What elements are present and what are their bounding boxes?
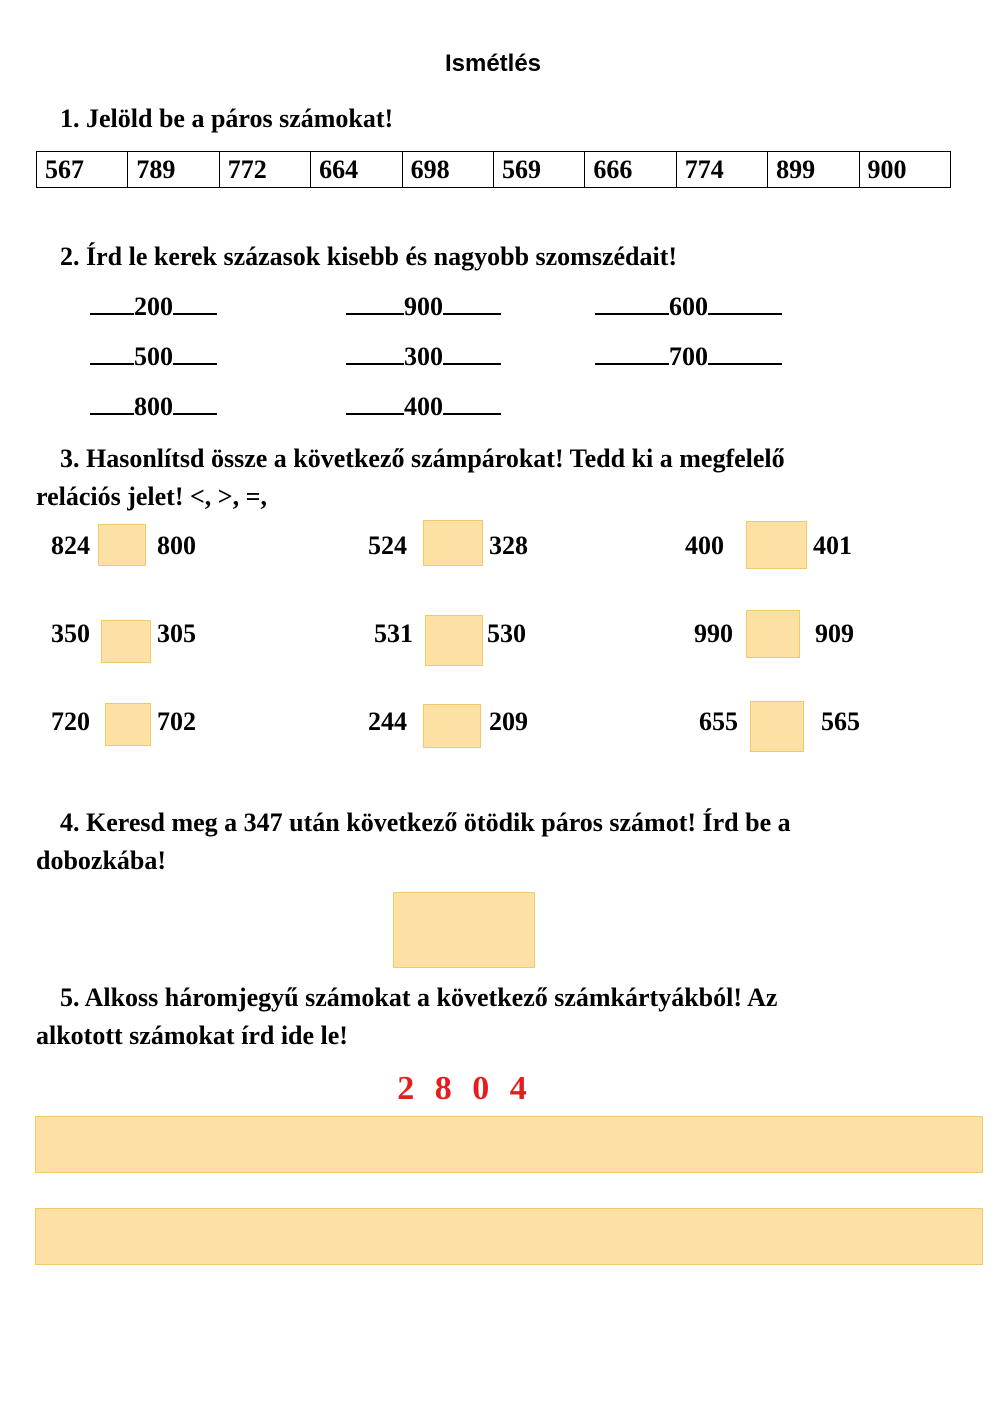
number-cell[interactable]: 567 (37, 152, 128, 188)
round-hundred: 500 (134, 342, 173, 371)
neighbor-item (346, 290, 501, 324)
task5-heading-line2: alkotott számokat írd ide le! (36, 1021, 348, 1050)
compare-left: 400 (685, 531, 724, 560)
compare-right: 305 (157, 619, 196, 648)
task5-heading-line1: 5. Alkoss háromjegyű számokat a következő számkártyákból! Az (60, 983, 778, 1012)
number-cell[interactable]: 789 (128, 152, 219, 188)
answer-blank[interactable] (346, 293, 404, 315)
compare-left: 524 (368, 531, 407, 560)
neighbor-item (90, 340, 217, 374)
number-cell[interactable]: 664 (311, 152, 402, 188)
number-cell[interactable]: 774 (676, 152, 767, 188)
relation-box[interactable] (746, 610, 800, 658)
round-hundred: 300 (404, 342, 443, 371)
task3-heading (36, 440, 936, 478)
round-hundred: 900 (404, 292, 443, 321)
number-cell[interactable]: 569 (493, 152, 584, 188)
relation-box[interactable] (423, 704, 481, 748)
even-number-answer-box[interactable] (393, 892, 535, 968)
number-cell[interactable]: 698 (402, 152, 493, 188)
number-cards: 2 8 0 4 (397, 1070, 533, 1107)
number-cell[interactable]: 900 (859, 152, 950, 188)
compare-left: 350 (51, 619, 90, 648)
task2-heading-text: 2. Írd le kerek százasok kisebb és nagyobb szomszédait! (60, 242, 678, 271)
answer-blank[interactable] (595, 293, 669, 315)
answer-blank[interactable] (443, 343, 501, 365)
task4-heading (36, 804, 936, 842)
compare-right: 800 (157, 531, 196, 560)
page-title: Ismétlés (444, 50, 542, 77)
task3-heading-line1: 3. Hasonlítsd össze a következő számpárokat! Tedd ki a megfelelő (60, 444, 785, 473)
answer-blank[interactable] (443, 293, 501, 315)
relation-box[interactable] (425, 615, 483, 666)
answer-blank[interactable] (173, 393, 217, 415)
number-cell[interactable]: 666 (585, 152, 676, 188)
compare-left: 990 (694, 619, 733, 648)
relation-box[interactable] (746, 521, 807, 569)
round-hundred: 200 (134, 292, 173, 321)
answer-blank[interactable] (90, 293, 134, 315)
answer-blank[interactable] (346, 343, 404, 365)
neighbor-item (346, 390, 501, 424)
neighbor-item (595, 340, 782, 374)
answer-blank[interactable] (346, 393, 404, 415)
task5-heading (36, 979, 936, 1017)
relation-box[interactable] (750, 701, 804, 752)
numbers-answer-field[interactable] (35, 1208, 983, 1265)
neighbor-item (90, 390, 217, 424)
compare-left: 531 (374, 619, 413, 648)
compare-right: 565 (821, 707, 860, 736)
answer-blank[interactable] (90, 393, 134, 415)
relation-box[interactable] (101, 620, 151, 663)
relation-box[interactable] (105, 703, 151, 746)
task2-heading (36, 238, 936, 276)
round-hundred: 600 (669, 292, 708, 321)
answer-blank[interactable] (595, 343, 669, 365)
compare-right: 401 (813, 531, 852, 560)
task4-heading-line2: dobozkába! (36, 846, 167, 875)
answer-blank[interactable] (443, 393, 501, 415)
numbers-answer-field[interactable] (35, 1116, 983, 1173)
compare-right: 209 (489, 707, 528, 736)
task3-heading-line2: relációs jelet! <, >, =, (36, 482, 267, 511)
task4-heading-line1: 4. Keresd meg a 347 után következő ötödik páros számot! Írd be a (60, 808, 791, 837)
compare-right: 702 (157, 707, 196, 736)
number-cell[interactable]: 772 (219, 152, 310, 188)
answer-blank[interactable] (90, 343, 134, 365)
relation-box[interactable] (98, 524, 146, 566)
round-hundred: 400 (404, 392, 443, 421)
round-hundred: 700 (669, 342, 708, 371)
answer-blank[interactable] (708, 343, 782, 365)
task1-heading-text: 1. Jelöld be a páros számokat! (60, 104, 394, 133)
compare-left: 655 (699, 707, 738, 736)
neighbor-item (346, 340, 501, 374)
neighbor-item (90, 290, 217, 324)
number-cell[interactable]: 899 (768, 152, 859, 188)
compare-left: 824 (51, 531, 90, 560)
round-hundred: 800 (134, 392, 173, 421)
compare-right: 328 (489, 531, 528, 560)
relation-box[interactable] (423, 520, 483, 566)
compare-left: 720 (51, 707, 90, 736)
task1-heading (36, 100, 936, 138)
answer-blank[interactable] (708, 293, 782, 315)
answer-blank[interactable] (173, 293, 217, 315)
number-table (36, 151, 951, 188)
compare-right: 530 (487, 619, 526, 648)
answer-blank[interactable] (173, 343, 217, 365)
compare-right: 909 (815, 619, 854, 648)
neighbor-item (595, 290, 782, 324)
compare-left: 244 (368, 707, 407, 736)
